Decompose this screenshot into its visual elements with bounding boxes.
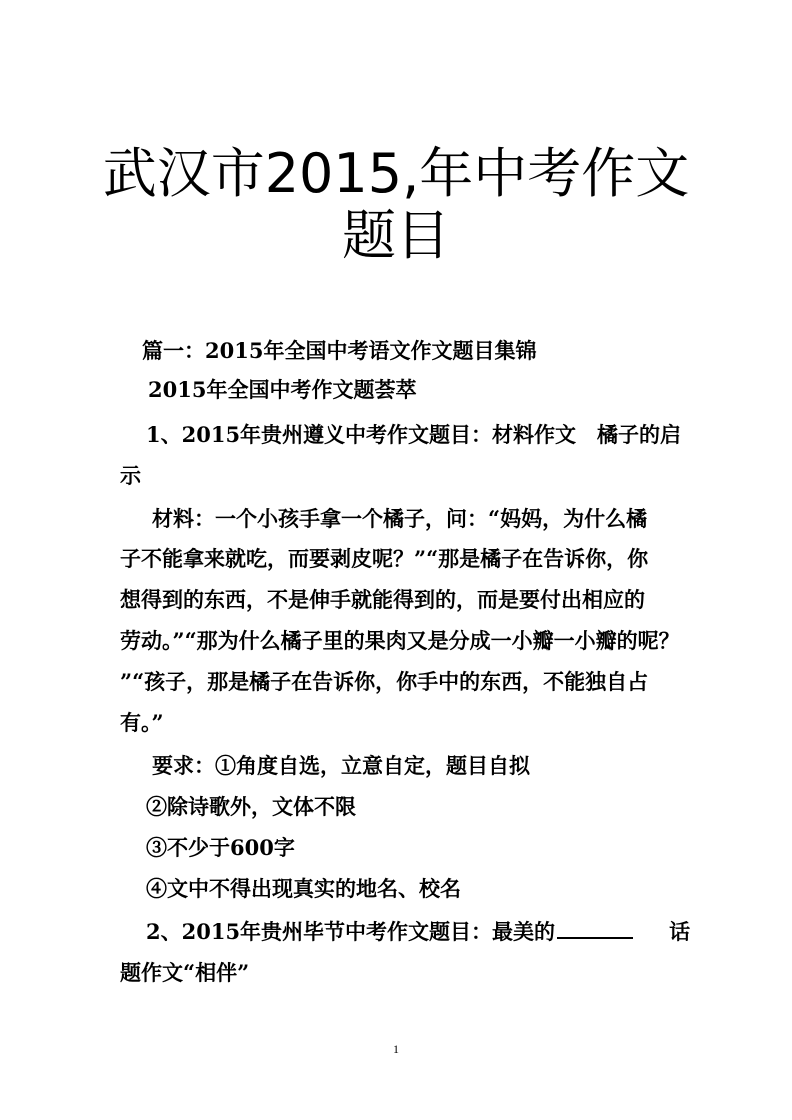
material-line-3: 想得到的东西，不是伸手就能得到的，而是要付出相应的 [120,587,645,612]
material-line-5: ”“孩子，那是橘子在告诉你，你手中的东西，不能独自占 [120,669,649,694]
material-line-2: 子不能拿来就吃，而要剥皮呢？”“那是橘子在告诉你，你 [120,546,649,571]
fill-in-blank [557,919,633,939]
material-line-4: 劳动。”“那为什么橘子里的果肉又是分成一小瓣一小瓣的呢？ [120,628,680,653]
material-line-6: 有。” [120,710,164,735]
material-line-1: 材料：一个小孩手拿一个橘子，问：“妈妈，为什么橘 [152,506,648,531]
requirement-2: ②除诗歌外，文体不限 [146,794,356,819]
section-heading: 篇一：2015年全国中考语文作文题目集锦 [142,338,537,363]
sub-heading: 2015年全国中考作文题荟萃 [148,377,417,402]
question-1-line-1: 1、2015年贵州遵义中考作文题目：材料作文 橘子的启 [146,422,682,447]
page-number: 1 [393,1042,399,1056]
requirement-1: 要求：①角度自选，立意自定，题目自拟 [152,753,530,778]
question-2-text: 2、2015年贵州毕节中考作文题目：最美的 [146,919,556,944]
question-1-line-2: 示 [120,463,141,488]
question-2-line-2: 题作文“相伴” [120,960,250,985]
question-2-suffix: 话 [669,919,691,944]
requirement-4: ④文中不得出现真实的地名、校名 [146,876,461,901]
document-title-line2: 题目 [342,204,450,267]
requirement-3: ③不少于600字 [146,835,295,860]
document-title-line1: 武汉市2015,年中考作文 [102,142,690,205]
question-2-line-1 [146,919,690,945]
